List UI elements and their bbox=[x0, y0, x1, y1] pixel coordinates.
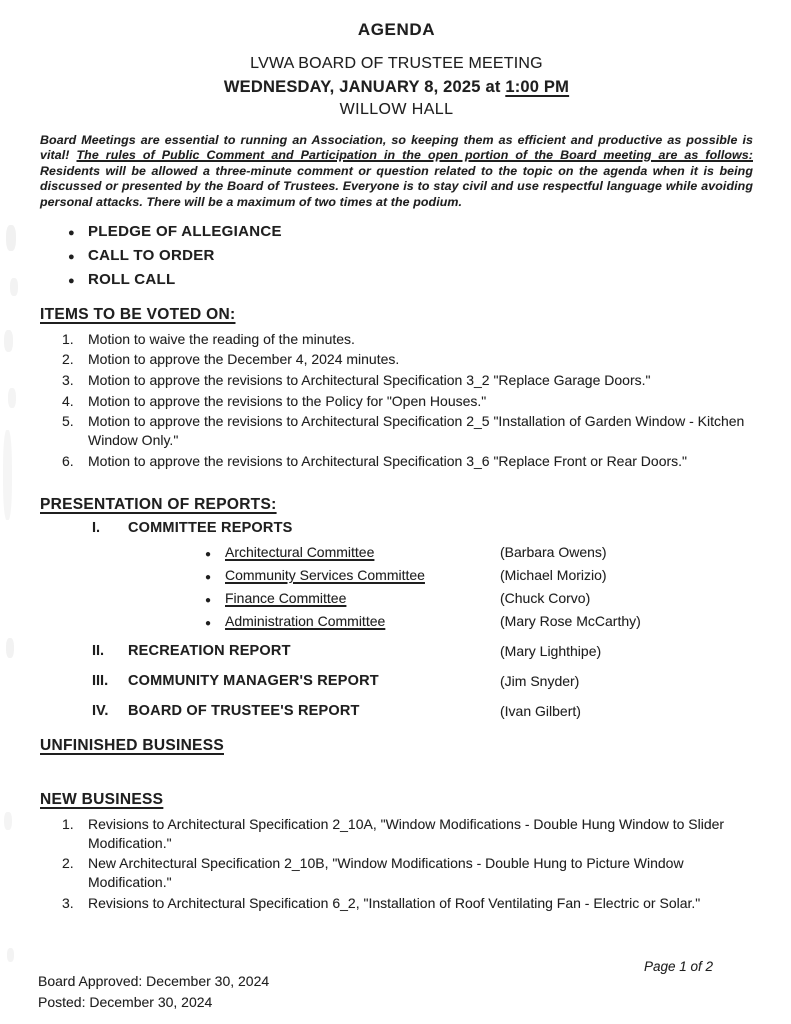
list-item bbox=[62, 894, 753, 913]
report-row bbox=[40, 673, 753, 689]
bullet-icon: ● bbox=[68, 250, 75, 263]
bullet-icon: ● bbox=[68, 274, 75, 287]
item-number: 3. bbox=[62, 894, 74, 911]
meeting-title: LVWA BOARD OF TRUSTEE MEETING bbox=[250, 55, 543, 72]
report-label: COMMITTEE REPORTS bbox=[128, 520, 293, 537]
report-label: COMMUNITY MANAGER'S REPORT bbox=[128, 673, 379, 690]
intro-paragraph bbox=[40, 133, 753, 210]
item-text: Revisions to Architectural Specification 2_10A, "Window Modifications - Double Hung Window to Slider Modification." bbox=[88, 816, 725, 851]
item-number: 2. bbox=[62, 855, 74, 872]
list-item bbox=[205, 567, 753, 583]
list-item bbox=[68, 247, 753, 264]
list-item bbox=[62, 392, 753, 411]
item-text: New Architectural Specification 2_10B, "Window Modifications - Double Hung to Picture Window Modification." bbox=[88, 855, 684, 890]
item-text: Motion to approve the revisions to Architectural Specification 3_6 "Replace Front or Rear Doors." bbox=[88, 452, 688, 469]
roman-numeral: I. bbox=[92, 520, 101, 537]
item-number: 3. bbox=[62, 372, 74, 389]
item-number: 4. bbox=[62, 392, 74, 409]
item-text: Motion to approve the revisions to the Policy for "Open Houses." bbox=[88, 392, 487, 409]
other-reports bbox=[40, 643, 753, 719]
committee-name: Architectural Committee bbox=[225, 544, 375, 561]
section-heading: PRESENTATION OF REPORTS: bbox=[40, 496, 277, 514]
meeting-time: 1:00 PM bbox=[505, 78, 570, 96]
committee-name: Finance Committee bbox=[225, 590, 347, 607]
item-number: 2. bbox=[62, 351, 74, 368]
meeting-datetime bbox=[40, 78, 753, 97]
section-heading: UNFINISHED BUSINESS bbox=[40, 737, 224, 755]
bullet-icon: ● bbox=[205, 595, 212, 607]
intro-text-2: Residents will be allowed a three-minute comment or question related to the topic on the agenda when it is being discussed or presented by the Board of Trustees. Everyone is to stay civil and use respectful language while avoiding personal attacks. There will be a maximum of two times at the podium. bbox=[40, 163, 753, 209]
list-item bbox=[62, 854, 753, 891]
list-item bbox=[68, 223, 753, 240]
voted-items-list bbox=[62, 330, 753, 470]
list-item bbox=[205, 544, 753, 560]
intro-text-1: Board Meetings are essential to running an Association, so keeping them as efficient and productive as possible is vital! bbox=[40, 133, 753, 163]
report-person: (Mary Lighthipe) bbox=[500, 643, 602, 660]
list-item bbox=[62, 330, 753, 349]
bullet-icon: ● bbox=[205, 572, 212, 584]
report-label: BOARD OF TRUSTEE'S REPORT bbox=[128, 703, 360, 720]
roman-numeral: III. bbox=[92, 673, 109, 690]
committee-person: (Michael Morizio) bbox=[500, 567, 607, 584]
unfinished-business-section bbox=[40, 737, 753, 755]
item-number: 6. bbox=[62, 452, 74, 469]
roman-numeral: II. bbox=[92, 643, 105, 660]
report-row bbox=[40, 643, 753, 659]
report-label: RECREATION REPORT bbox=[128, 643, 291, 660]
report-row bbox=[40, 703, 753, 719]
items-to-be-voted-section bbox=[40, 306, 753, 470]
opening-item-label: CALL TO ORDER bbox=[88, 246, 215, 264]
meeting-date: WEDNESDAY, JANUARY 8, 2025 at bbox=[223, 78, 506, 96]
presentation-of-reports-section bbox=[40, 496, 753, 719]
list-item bbox=[62, 412, 753, 449]
item-text: Motion to approve the revisions to Architectural Specification 3_2 "Replace Garage Doors." bbox=[88, 372, 651, 389]
page-number: Page 1 of 2 bbox=[643, 959, 713, 974]
list-item bbox=[62, 371, 753, 390]
item-number: 1. bbox=[62, 330, 74, 347]
committee-person: (Mary Rose McCarthy) bbox=[500, 613, 641, 630]
new-business-section bbox=[40, 791, 753, 912]
opening-item-label: ROLL CALL bbox=[88, 270, 176, 288]
approval-footer bbox=[38, 971, 269, 1014]
committee-list bbox=[40, 544, 753, 629]
committee-name: Community Services Committee bbox=[225, 567, 425, 584]
meeting-location: WILLOW HALL bbox=[339, 101, 454, 118]
item-number: 1. bbox=[62, 816, 74, 833]
item-text: Revisions to Architectural Specification 6_2, "Installation of Roof Ventilating Fan - Electric or Solar." bbox=[88, 894, 701, 911]
posted-date: Posted: December 30, 2024 bbox=[38, 994, 213, 1011]
board-approved-date: Board Approved: December 30, 2024 bbox=[38, 972, 270, 989]
intro-rules-underlined: The rules of Public Comment and Participation in the open portion of the Board meeting are as follows: bbox=[76, 148, 753, 163]
committee-reports-row bbox=[40, 520, 753, 536]
committee-name: Administration Committee bbox=[225, 613, 386, 630]
item-text: Motion to approve the December 4, 2024 minutes. bbox=[88, 351, 400, 368]
bullet-icon: ● bbox=[205, 549, 212, 561]
item-number: 5. bbox=[62, 413, 74, 430]
scan-artifact bbox=[7, 948, 14, 962]
list-item bbox=[205, 590, 753, 606]
list-item bbox=[205, 613, 753, 629]
page-title: AGENDA bbox=[357, 20, 436, 39]
roman-numeral: IV. bbox=[92, 703, 109, 720]
list-item bbox=[62, 815, 753, 852]
report-person: (Jim Snyder) bbox=[500, 673, 580, 690]
section-heading: NEW BUSINESS bbox=[40, 791, 164, 809]
list-item bbox=[62, 350, 753, 369]
item-text: Motion to waive the reading of the minutes. bbox=[88, 330, 355, 347]
committee-person: (Barbara Owens) bbox=[500, 544, 607, 561]
item-text: Motion to approve the revisions to Architectural Specification 2_5 "Installation of Garden Window - Kitchen Window Only." bbox=[88, 413, 745, 448]
opening-items-list bbox=[68, 223, 753, 288]
list-item bbox=[62, 452, 753, 471]
bullet-icon: ● bbox=[68, 226, 75, 239]
bullet-icon: ● bbox=[205, 618, 212, 630]
section-heading: ITEMS TO BE VOTED ON: bbox=[40, 305, 236, 323]
new-business-list bbox=[62, 815, 753, 912]
committee-person: (Chuck Corvo) bbox=[500, 590, 591, 607]
list-item bbox=[68, 271, 753, 288]
report-person: (Ivan Gilbert) bbox=[500, 703, 581, 720]
opening-item-label: PLEDGE OF ALLEGIANCE bbox=[88, 222, 282, 240]
